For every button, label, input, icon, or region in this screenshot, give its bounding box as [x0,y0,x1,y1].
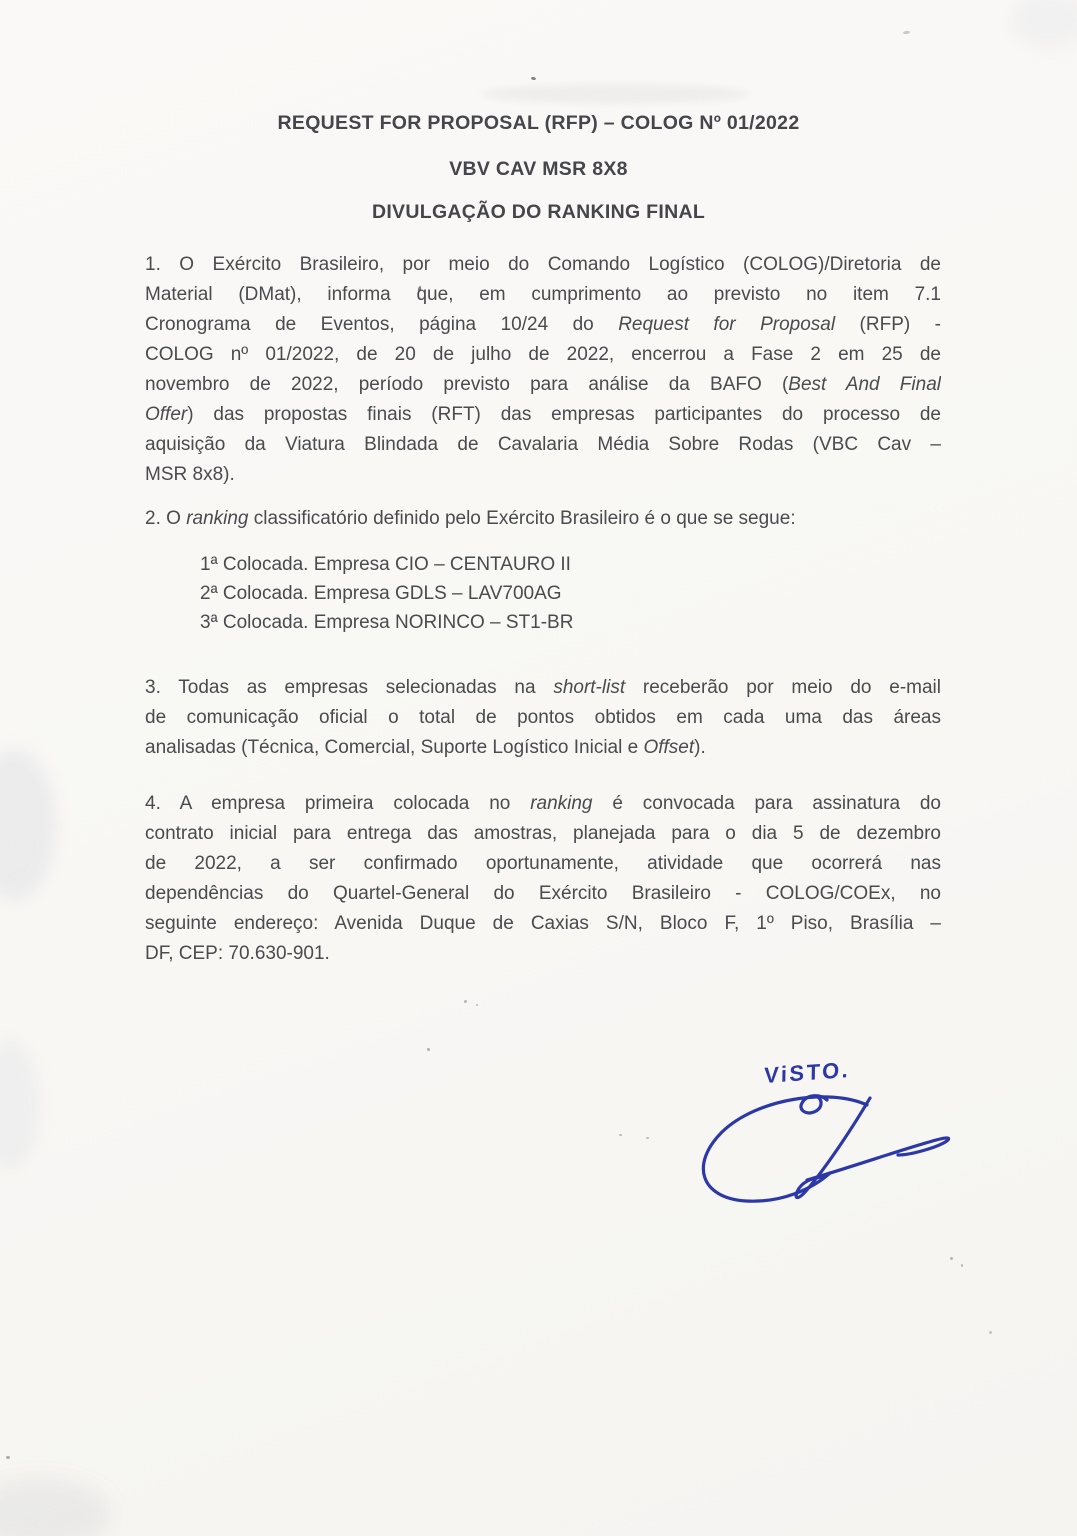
ranking-item: 3ª Colocada. Empresa NORINCO – ST1-BR [200,612,574,633]
paragraph-line: COLOG nº 01/2022, de 20 de julho de 2022, encerrou a Fase 2 em 25 de [145,344,941,365]
paragraph-1 [145,250,941,490]
scan-speck [476,1004,478,1006]
paragraph-line: analisadas (Técnica, Comercial, Suporte Logístico Inicial e Offset). [145,737,706,758]
ranking-item: 2ª Colocada. Empresa GDLS – LAV700AG [200,583,562,604]
doc-title-vehicle: VBV CAV MSR 8X8 [449,158,628,180]
paragraph-line: 2. O ranking classificatório definido pelo Exército Brasileiro é o que se segue: [145,508,796,529]
paragraph-line: aquisição da Viatura Blindada de Cavalaria Média Sobre Rodas (VBC Cav – [145,434,941,455]
scan-speck [646,1137,649,1139]
scan-speck [903,31,910,35]
scan-speck [989,1331,992,1334]
scan-smudge [0,750,55,900]
ranking-list [200,550,573,637]
scan-speck [6,1456,10,1459]
scan-speck [619,1134,622,1136]
scan-speck [950,1257,953,1260]
paragraph-line: 3. Todas as empresas selecionadas na short-list receberão por meio do e-mail [145,677,941,698]
paragraph-line: dependências do Quartel-General do Exército Brasileiro - COLOG/COEx, no [145,883,941,904]
scan-speck [464,1000,467,1003]
paragraph-line: novembro de 2022, período previsto para análise da BAFO (Best And Final [145,374,941,395]
paragraph-line: Material (DMat), informa que, em cumprimento ao previsto no item 7.1 [145,284,941,305]
paragraph-line: de 2022, a ser confirmado oportunamente, atividade que ocorrerá nas [145,853,941,874]
scan-smudge [1010,0,1077,50]
doc-title-rfp: REQUEST FOR PROPOSAL (RFP) – COLOG Nº 01/2022 [277,112,800,134]
doc-title-ranking: DIVULGAÇÃO DO RANKING FINAL [371,201,706,223]
visto-note: ViSTO. [763,1056,851,1089]
paragraph-line: Offer) das propostas finais (RFT) das empresas participantes do processo de [145,404,941,425]
scan-smudge [0,1480,110,1536]
scan-smudge [480,84,750,104]
scan-speck [961,1264,963,1267]
paragraph-line: 4. A empresa primeira colocada no ranking é convocada para assinatura do [145,793,941,814]
scan-speck [427,1048,430,1051]
paragraph-line: DF, CEP: 70.630-901. [145,943,330,964]
paragraph-line: Cronograma de Eventos, página 10/24 do Request for Proposal (RFP) - [145,314,941,335]
ranking-item: 1ª Colocada. Empresa CIO – CENTAURO II [200,554,571,575]
paragraph-3 [145,673,941,763]
paragraph-line: 1. O Exército Brasileiro, por meio do Comando Logístico (COLOG)/Diretoria de [145,254,941,275]
paragraph-line: seguinte endereço: Avenida Duque de Caxias S/N, Bloco F, 1º Piso, Brasília – [145,913,941,934]
paragraph-line: contrato inicial para entrega das amostras, planejada para o dia 5 de dezembro [145,823,941,844]
paragraph-2 [145,504,941,534]
scan-speck [531,77,536,81]
paragraph-4 [145,789,941,969]
signature-block [672,1048,972,1228]
paragraph-line: MSR 8x8). [145,464,235,485]
signature-scribble [672,1048,972,1228]
paragraph-line: de comunicação oficial o total de pontos obtidos em cada uma das áreas [145,707,941,728]
scan-smudge [0,1040,40,1170]
